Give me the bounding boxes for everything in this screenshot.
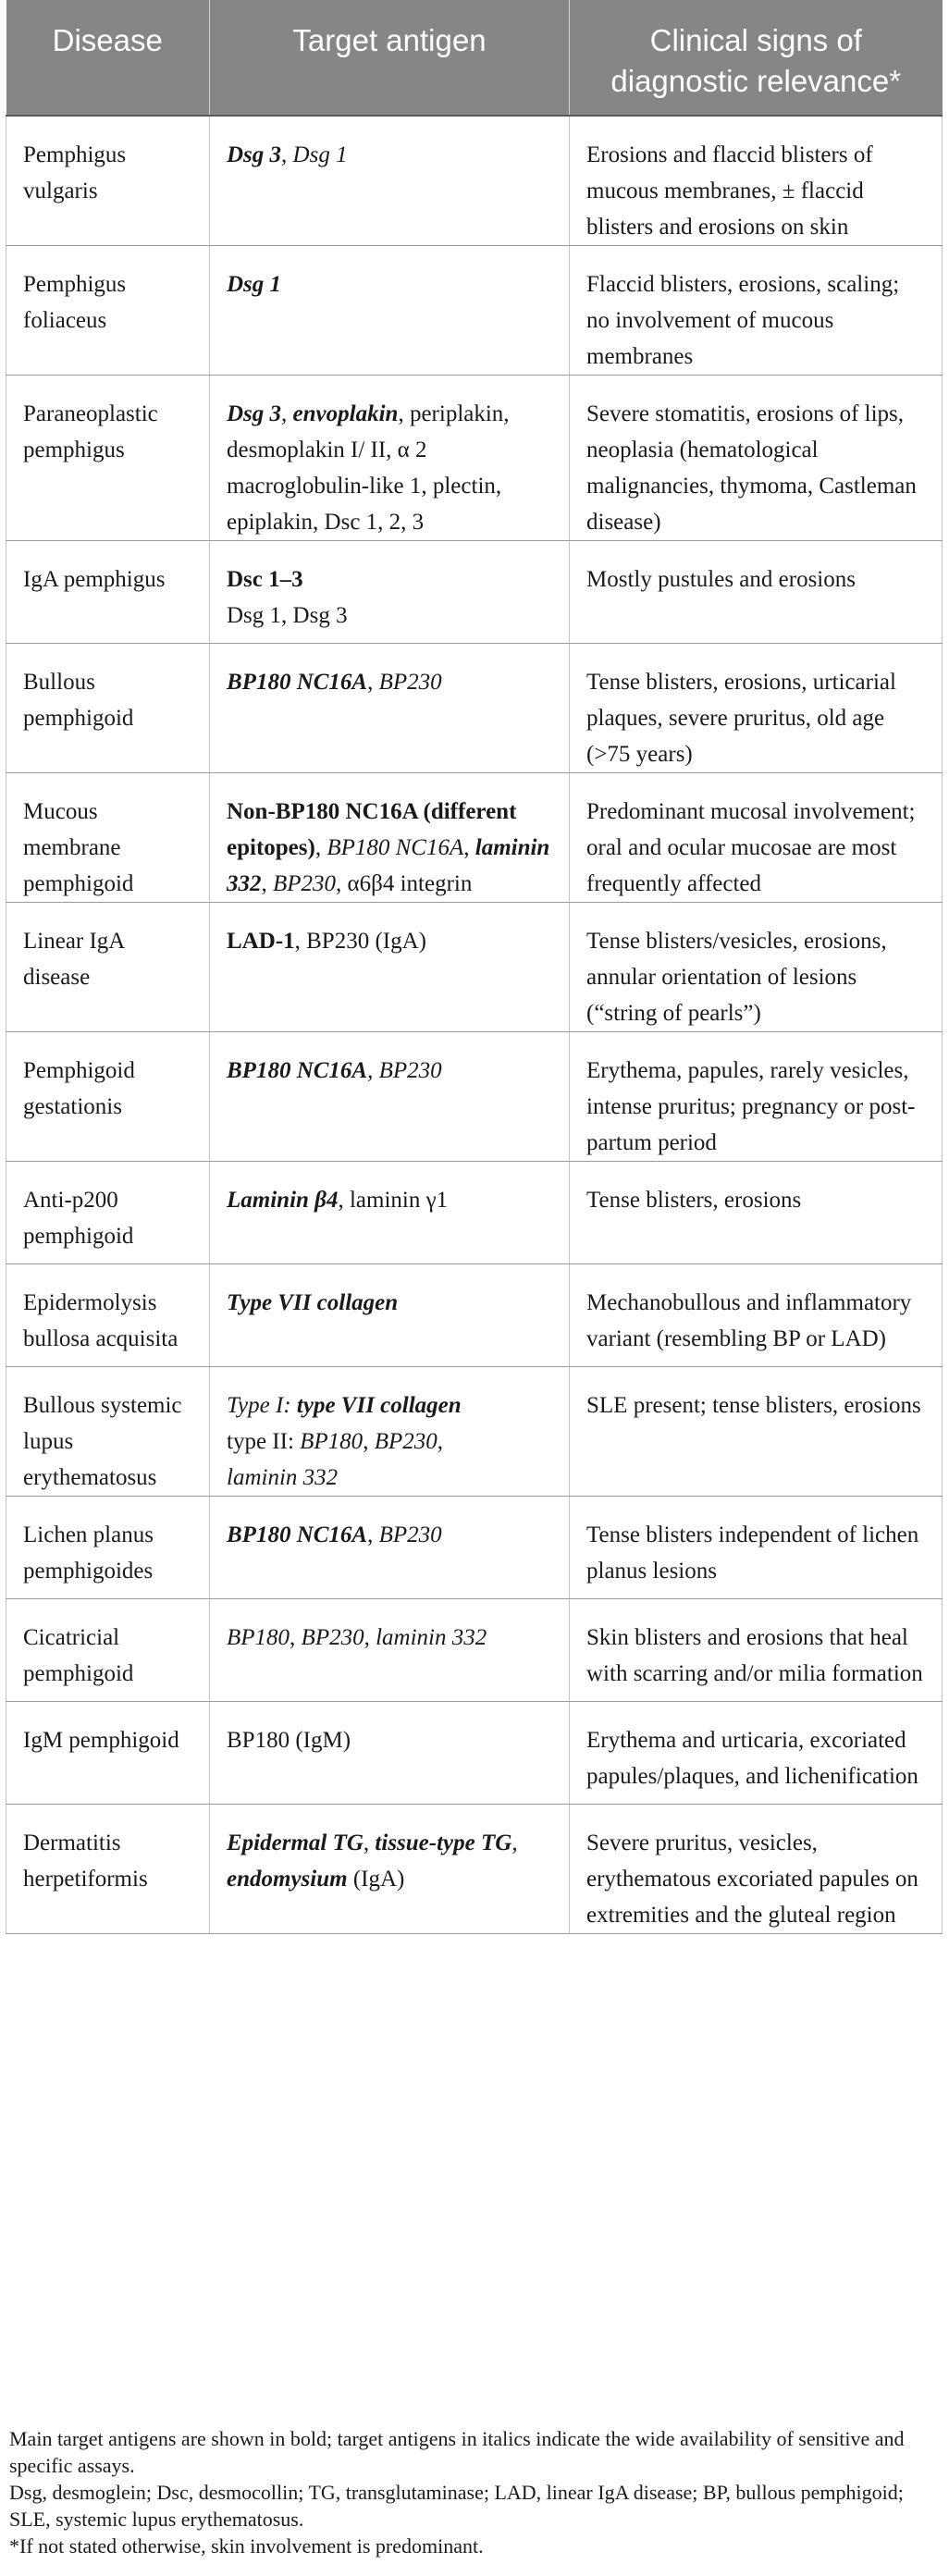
clinical-signs-cell: Mostly pustules and erosions xyxy=(570,541,943,644)
target-antigen-cell xyxy=(210,1702,570,1805)
header-clinical-signs: Clinical signs of diagnostic relevance* xyxy=(570,0,943,116)
antigen-text: Type VII collagen xyxy=(227,1290,399,1315)
table-row xyxy=(6,1264,943,1367)
antigen-text: BP180 NC16A xyxy=(227,1522,368,1547)
antigen-text: Dsg 1 xyxy=(292,142,348,167)
antigen-text: BP180 xyxy=(300,1429,364,1454)
antigen-text: , xyxy=(290,1625,302,1650)
target-antigen-cell xyxy=(210,903,570,1032)
clinical-signs-cell: Predominant mucosal involvement; oral and ocular mucosae are most frequently affected xyxy=(570,773,943,903)
antigen-text: BP230 xyxy=(378,1058,442,1083)
antigen-text: type VII collagen xyxy=(296,1393,462,1418)
antigen-table xyxy=(6,0,943,1934)
table-row xyxy=(6,1805,943,1934)
table-row xyxy=(6,1599,943,1702)
antigen-text: envoplakin xyxy=(292,401,399,426)
table-row xyxy=(6,1367,943,1497)
antigen-text: BP230 xyxy=(378,670,442,695)
antigen-text: laminin 332 xyxy=(227,835,556,896)
antigen-text: BP230 xyxy=(273,871,337,896)
clinical-signs-cell: Erythema and urticaria, excoriated papules/plaques, and lichenification xyxy=(570,1702,943,1805)
disease-cell: Bullous pemphigoid xyxy=(6,644,210,773)
table-row xyxy=(6,376,943,541)
clinical-signs-cell: Tense blisters, erosions, urticarial plaques, severe pruritus, old age (>75 years) xyxy=(570,644,943,773)
antigen-text: BP180 (IgM) xyxy=(227,1728,351,1753)
disease-cell: IgA pemphigus xyxy=(6,541,210,644)
clinical-signs-cell: Skin blisters and erosions that heal with scarring and/or milia formation xyxy=(570,1599,943,1702)
antigen-text: laminin 332 xyxy=(376,1625,487,1650)
antigen-text: Dsg 3 xyxy=(227,401,282,426)
antigen-text: laminin 332 xyxy=(227,1465,339,1490)
antigen-text: , xyxy=(261,871,273,896)
table-header xyxy=(6,0,943,116)
antigen-text: BP230 xyxy=(301,1625,364,1650)
target-antigen-cell xyxy=(210,1497,570,1599)
antigen-text: , xyxy=(367,670,379,695)
antigen-text: type II: xyxy=(227,1429,294,1454)
disease-cell: Linear IgA disease xyxy=(6,903,210,1032)
table-row xyxy=(6,541,943,644)
antigen-text: BP230 xyxy=(378,1522,442,1547)
target-antigen-cell xyxy=(210,773,570,903)
clinical-signs-cell: Severe pruritus, vesicles, erythematous excoriated papules on extremities and the gluteal region xyxy=(570,1805,943,1934)
table-row xyxy=(6,1162,943,1264)
disease-cell: Pemphigus foliaceus xyxy=(6,246,210,376)
antigen-text: Dsc 1–3 xyxy=(227,567,303,592)
clinical-signs-cell: Tense blisters, erosions xyxy=(570,1162,943,1264)
antigen-text: Dsg 1 xyxy=(227,272,282,297)
clinical-signs-cell: Mechanobullous and inflammatory variant (resembling BP or LAD) xyxy=(570,1264,943,1367)
table-footnotes xyxy=(9,2425,934,2559)
target-antigen-cell xyxy=(210,1162,570,1264)
antigen-text: endomysium xyxy=(227,1867,348,1892)
header-target-antigen: Target antigen xyxy=(210,0,570,116)
antigen-text: BP180 NC16A xyxy=(227,1058,368,1083)
footnote-abbreviations: Dsg, desmoglein; Dsc, desmocollin; TG, transglutaminase; LAD, linear IgA disease; BP, bullous pemphigoid; SLE, systemic lupus erythematosus. xyxy=(9,2481,904,2531)
antigen-text: , xyxy=(437,1429,443,1454)
antigen-text: , xyxy=(364,1625,376,1650)
target-antigen-cell xyxy=(210,1805,570,1934)
antigen-text: , xyxy=(363,1830,376,1855)
antigen-text: Non-BP180 NC16A (different epitopes) xyxy=(227,799,523,860)
antigen-text: , xyxy=(511,1830,524,1855)
table-row xyxy=(6,116,943,246)
antigen-text: BP180 NC16A xyxy=(227,670,368,695)
table-row xyxy=(6,246,943,376)
antigen-text: , xyxy=(463,835,475,860)
footnote-formatting: Main target antigens are shown in bold; target antigens in italics indicate the wide availability of sensitive and specific assays. xyxy=(9,2427,905,2477)
antigen-text: , xyxy=(281,142,293,167)
disease-cell: Dermatitis herpetiformis xyxy=(6,1805,210,1934)
disease-cell: Anti-p200 pemphigoid xyxy=(6,1162,210,1264)
clinical-signs-cell: Severe stomatitis, erosions of lips, neoplasia (hematological malignancies, thymoma, Castleman disease) xyxy=(570,376,943,541)
target-antigen-cell xyxy=(210,1032,570,1162)
antigen-text: , xyxy=(363,1429,375,1454)
antigen-text: tissue-type TG xyxy=(375,1830,512,1855)
table-row xyxy=(6,644,943,773)
antigen-text: Laminin β4 xyxy=(227,1188,339,1213)
target-antigen-cell xyxy=(210,246,570,376)
antigen-text: , periplakin, desmoplakin I/ II, α 2 macroglobulin-like 1, plectin, epiplakin, Dsc 1, 2, 3 xyxy=(227,401,515,535)
clinical-signs-cell: Erythema, papules, rarely vesicles, intense pruritus; pregnancy or post-partum period xyxy=(570,1032,943,1162)
disease-cell: Cicatricial pemphigoid xyxy=(6,1599,210,1702)
antigen-text: BP230 xyxy=(374,1429,438,1454)
clinical-signs-cell: SLE present; tense blisters, erosions xyxy=(570,1367,943,1497)
clinical-signs-cell: Tense blisters independent of lichen planus lesions xyxy=(570,1497,943,1599)
antigen-text: Type I: xyxy=(227,1393,297,1418)
clinical-signs-cell: Flaccid blisters, erosions, scaling; no involvement of mucous membranes xyxy=(570,246,943,376)
disease-cell: Bullous systemic lupus erythematosus xyxy=(6,1367,210,1497)
antigen-text: , xyxy=(314,835,327,860)
table-row xyxy=(6,1497,943,1599)
table-row xyxy=(6,773,943,903)
target-antigen-cell xyxy=(210,116,570,246)
target-antigen-cell xyxy=(210,1599,570,1702)
footnote-skin-involvement: *If not stated otherwise, skin involvement is predominant. xyxy=(9,2534,484,2558)
disease-cell: Mucous membrane pemphigoid xyxy=(6,773,210,903)
target-antigen-cell xyxy=(210,376,570,541)
antigen-text: , BP230 (IgA) xyxy=(294,929,426,954)
antigen-text: BP180 NC16A xyxy=(327,835,464,860)
disease-cell: IgM pemphigoid xyxy=(6,1702,210,1805)
antigen-text: , xyxy=(367,1522,379,1547)
antigen-text: , α6β4 integrin xyxy=(336,871,473,896)
disease-cell: Pemphigus vulgaris xyxy=(6,116,210,246)
disease-cell: Pemphigoid gestationis xyxy=(6,1032,210,1162)
disease-cell: Epidermolysis bullosa acquisita xyxy=(6,1264,210,1367)
disease-cell: Paraneoplastic pemphigus xyxy=(6,376,210,541)
target-antigen-cell xyxy=(210,1367,570,1497)
table-body xyxy=(6,116,943,1934)
disease-cell: Lichen planus pemphigoides xyxy=(6,1497,210,1599)
table-row xyxy=(6,1032,943,1162)
target-antigen-cell xyxy=(210,1264,570,1367)
target-antigen-cell xyxy=(210,541,570,644)
clinical-signs-cell: Tense blisters/vesicles, erosions, annular orientation of lesions (“string of pearls”) xyxy=(570,903,943,1032)
target-antigen-cell xyxy=(210,644,570,773)
antigen-text: Dsg 3 xyxy=(227,142,282,167)
antigen-text: , xyxy=(281,401,293,426)
antigen-text: Dsg 1, Dsg 3 xyxy=(227,603,348,628)
antigen-text: (IgA) xyxy=(347,1867,405,1892)
antigen-text: , laminin γ1 xyxy=(338,1188,449,1213)
antigen-text: Epidermal TG xyxy=(227,1830,364,1855)
antigen-text: LAD-1 xyxy=(227,929,295,954)
clinical-signs-cell: Erosions and flaccid blisters of mucous membranes, ± flaccid blisters and erosions on skin xyxy=(570,116,943,246)
antigen-text: BP180 xyxy=(227,1625,290,1650)
header-disease: Disease xyxy=(6,0,210,116)
antigen-text: , xyxy=(367,1058,379,1083)
table-row xyxy=(6,903,943,1032)
table-row xyxy=(6,1702,943,1805)
